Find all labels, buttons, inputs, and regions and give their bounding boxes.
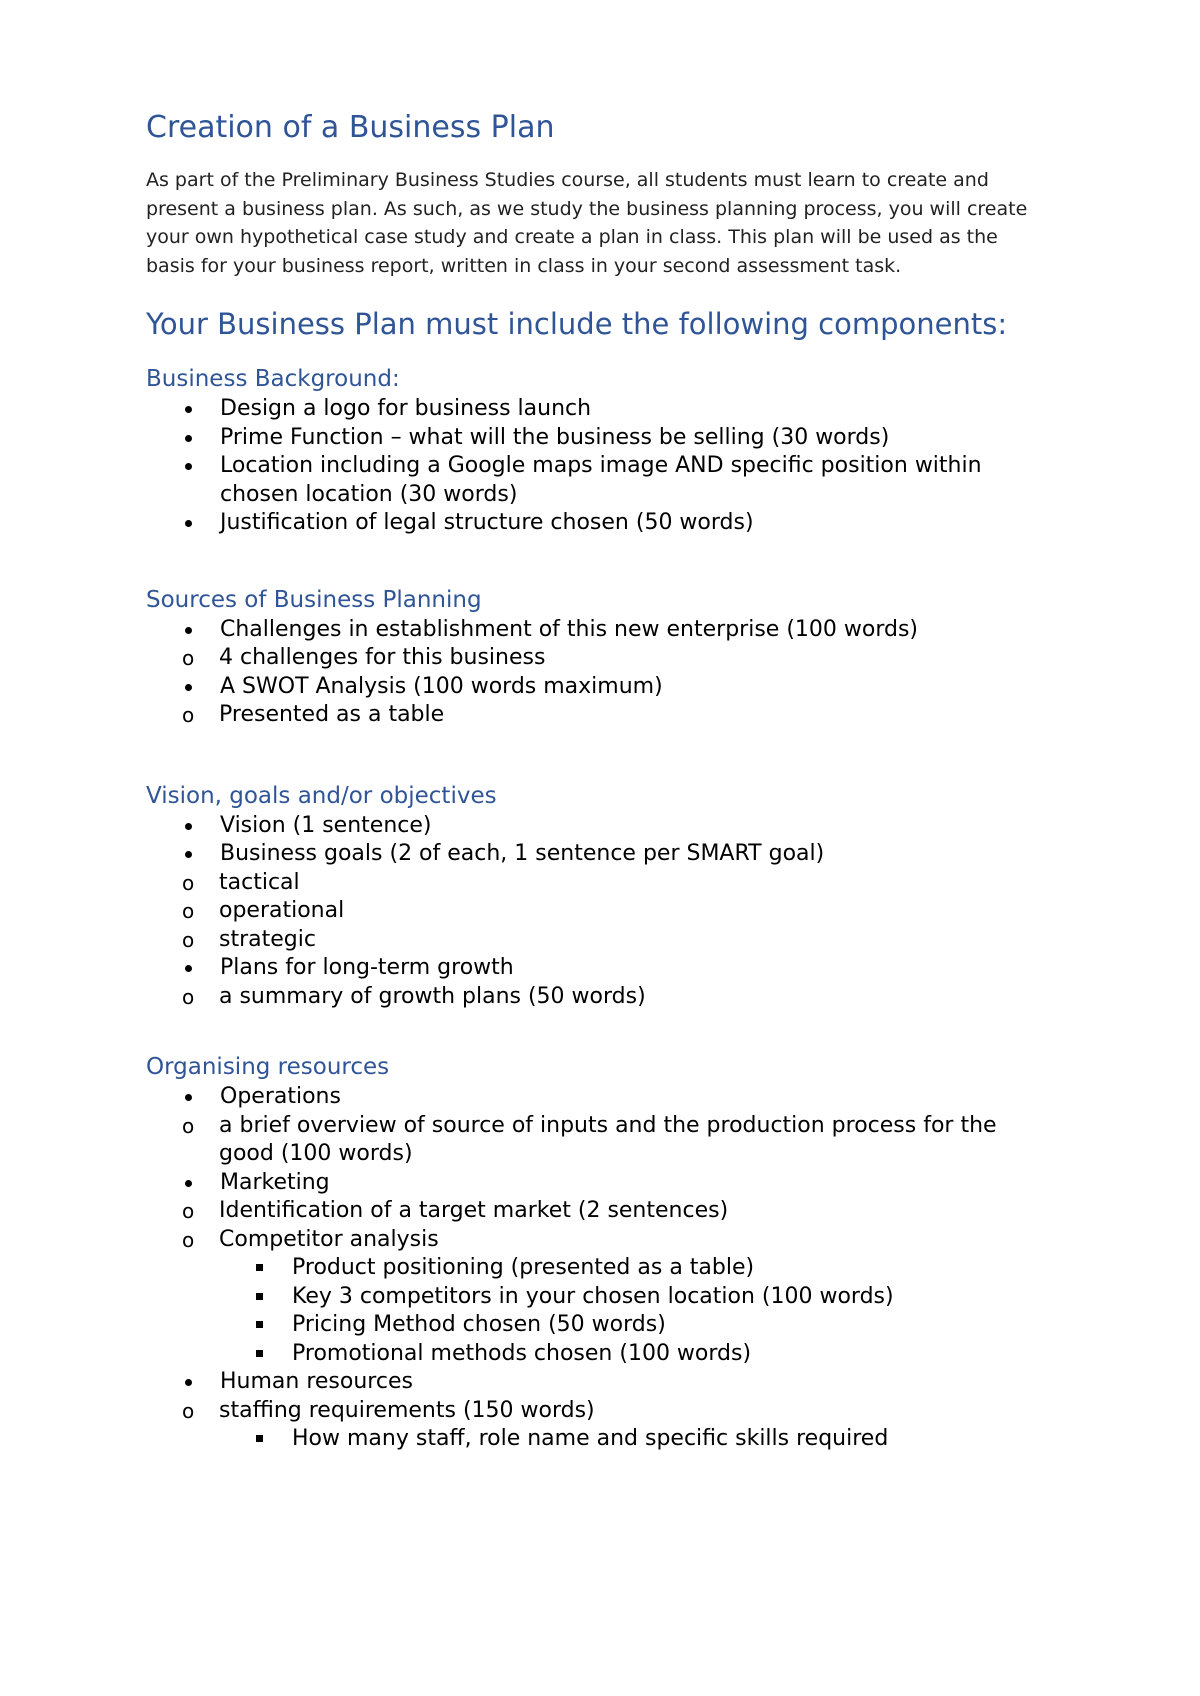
sub-sub-list-item: How many staff, role name and specific skills required (219, 1425, 1050, 1454)
sub-sub-list-item: Key 3 competitors in your chosen location (100 words) (219, 1283, 1050, 1312)
sub-list-item: o a summary of growth plans (50 words) (146, 983, 1050, 1012)
list-item: Justification of legal structure chosen (50 words) (146, 509, 1050, 538)
sub-sub-list-item: Pricing Method chosen (50 words) (219, 1311, 1050, 1340)
bullet-list (146, 673, 1050, 702)
sub-sub-list (219, 1254, 1050, 1368)
sub-list-item: o strategic (146, 926, 1050, 955)
sub-sub-list (219, 1425, 1050, 1454)
components-heading: Your Business Plan must include the following components: (146, 307, 1008, 341)
bullet-list (146, 954, 1050, 983)
sub-sub-list-wrapper (146, 1254, 1050, 1368)
section-heading-business-background: Business Background: (146, 366, 400, 392)
sub-list-item: o operational (146, 897, 1050, 926)
bullet-list (146, 616, 1050, 645)
section-heading-sources-of-business-planning: Sources of Business Planning (146, 586, 482, 613)
list-item: Vision (1 sentence) (146, 812, 1050, 841)
sub-list (146, 701, 1050, 730)
list-item: Location including a Google maps image AND specific position within chosen location (30 words) (146, 452, 1050, 509)
sub-list (146, 1397, 1050, 1426)
intro-paragraph: As part of the Preliminary Business Studies course, all students must learn to create and present a business plan. As such, as we study the business planning process, you will create your own hypothetical case study and create a plan in class. This plan will be used as the basis for your business report, written in class in your second assessment task. (146, 169, 1028, 277)
list-item: Business goals (2 of each, 1 sentence per SMART goal) (146, 840, 1050, 869)
section-heading-vision-goals-objectives: Vision, goals and/or objectives (146, 782, 497, 809)
list-item: Plans for long-term growth (146, 954, 1050, 983)
bullet-list (146, 1368, 1050, 1397)
sub-list-item: o Presented as a table (146, 701, 1050, 730)
list-item: A SWOT Analysis (100 words maximum) (146, 673, 1050, 702)
sub-list-item: o Identification of a target market (2 sentences) (146, 1197, 1050, 1226)
sub-sub-list-item: Promotional methods chosen (100 words) (219, 1340, 1050, 1369)
sub-list (146, 644, 1050, 673)
document-title: Creation of a Business Plan (146, 110, 555, 145)
sub-list-item: o tactical (146, 869, 1050, 898)
list-item: Marketing (146, 1169, 1050, 1198)
sub-list (146, 1197, 1050, 1254)
list-item: Human resources (146, 1368, 1050, 1397)
sub-list-item: o a brief overview of source of inputs and the production process for the good (100 words) (146, 1112, 1050, 1169)
list-item (146, 616, 1050, 645)
sub-list-item: o staffing requirements (150 words) (146, 1397, 1050, 1426)
list-item: Prime Function – what will the business be selling (30 words) (146, 424, 1050, 453)
sub-sub-list-wrapper (146, 1425, 1050, 1454)
sub-sub-list-container (146, 1425, 1050, 1454)
sub-list-item: o Competitor analysis (146, 1226, 1050, 1255)
sub-sub-list-item: Product positioning (presented as a table) (219, 1254, 1050, 1283)
bullet-list (146, 395, 1050, 538)
bullet-list (146, 1169, 1050, 1198)
bullet-list (146, 1083, 1050, 1112)
list-item: Design a logo for business launch (146, 395, 1050, 424)
section-heading-organising-resources: Organising resources (146, 1054, 390, 1080)
sub-sub-list-container (146, 1254, 1050, 1368)
list-item: Operations (146, 1083, 1050, 1112)
list-item-text: Challenges in establishment of this new enterprise (100 words) (220, 616, 919, 642)
sub-list-item: o 4 challenges for this business (146, 644, 1050, 673)
sub-list (146, 1112, 1050, 1169)
bullet-list (146, 812, 1050, 869)
sub-list (146, 869, 1050, 955)
sub-list (146, 983, 1050, 1012)
